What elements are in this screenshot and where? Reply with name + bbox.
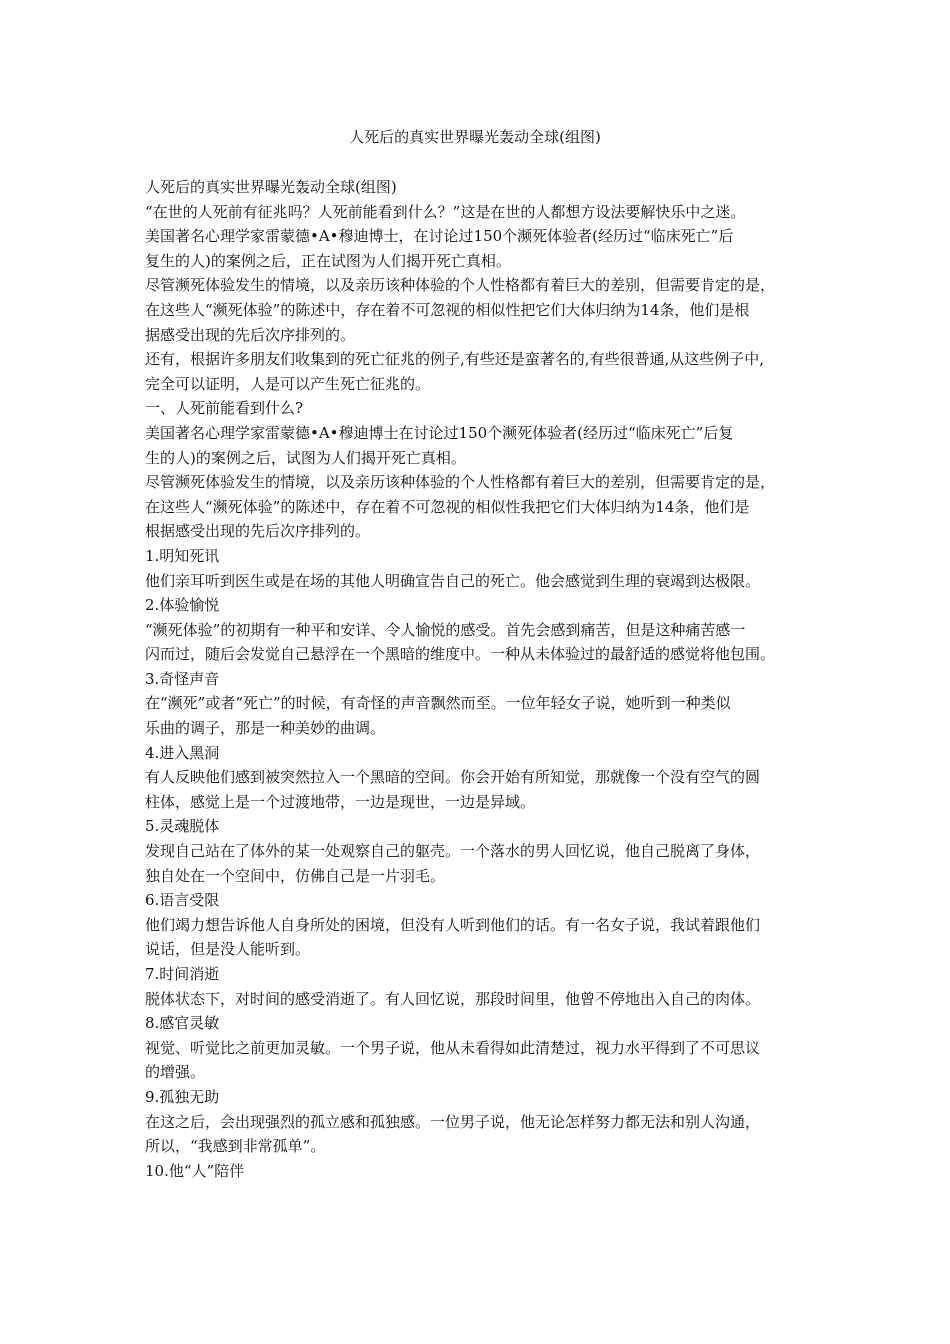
body-line: 生的人)的案例之后，试图为人们揭开死亡真相。 — [145, 448, 466, 467]
body-line: 尽管濒死体验发生的情境，以及亲历该种体验的个人性格都有着巨大的差别，但需要肯定的是， — [145, 276, 776, 295]
item-heading: 2.体验愉悦 — [145, 596, 220, 615]
document-title: 人死后的真实世界曝光轰动全球(组图) — [349, 128, 601, 146]
body-line: 在这些人“濒死体验”的陈述中，存在着不可忽视的相似性把它们大体归纳为14条，他们是根 — [145, 300, 750, 319]
body-line: 乐曲的调子，那是一种美妙的曲调。 — [145, 719, 386, 738]
body-line: 在“濒死”或者“死亡”的时候，有奇怪的声音飘然而至。一位年轻女子说，她听到一种类似 — [145, 694, 731, 713]
item-heading: 5.灵魂脱体 — [145, 817, 220, 836]
body-line: 他们竭力想告诉他人自身所处的困境，但没有人听到他们的话。有一名女子说，我试着跟他们 — [145, 915, 761, 934]
item-heading: 8.感官灵敏 — [145, 1014, 220, 1033]
body-line: 发现自己站在了体外的某一处观察自己的躯壳。一个落水的男人回忆说，他自己脱离了身体， — [145, 842, 761, 861]
item-heading: 10.他“人”陪伴 — [145, 1161, 245, 1180]
body-line: 闪而过，随后会发觉自己悬浮在一个黑暗的维度中。一种从未体验过的最舒适的感觉将他包围。 — [145, 645, 776, 664]
body-line: 视觉、听觉比之前更加灵敏。一个男子说，他从未看得如此清楚过，视力水平得到了不可思议 — [145, 1038, 761, 1057]
body-line: 复生的人)的案例之后，正在试图为人们揭开死亡真相。 — [145, 251, 511, 270]
body-line: 据感受出现的先后次序排列的。 — [145, 325, 356, 344]
body-line: 在这之后，会出现强烈的孤立感和孤独感。一位男子说，他无论怎样努力都无法和别人沟通， — [145, 1112, 761, 1131]
item-heading: 7.时间消逝 — [145, 965, 220, 983]
item-heading: 4.进入黑洞 — [145, 743, 220, 762]
body-line: “濒死体验”的初期有一种平和安详、令人愉悦的感受。首先会感到痛苦，但是这种痛苦感一 — [145, 620, 746, 639]
body-line: 还有，根据许多朋友们收集到的死亡征兆的例子,有些还是蛮著名的,有些很普通,从这些例子中, — [145, 350, 765, 369]
item-heading: 9.孤独无助 — [145, 1087, 220, 1106]
body-line: 人死后的真实世界曝光轰动全球(组图) — [145, 178, 397, 196]
body-line: 柱体，感觉上是一个过渡地带，一边是现世，一边是异域。 — [145, 792, 536, 811]
section-heading: 一、人死前能看到什么? — [145, 399, 304, 418]
body-line: 脱体状态下，对时间的感受消逝了。有人回忆说，那段时间里，他曾不停地出入自己的肉体。 — [145, 989, 761, 1008]
body-line: 的增强。 — [145, 1063, 206, 1082]
item-heading: 6.语言受限 — [145, 891, 220, 910]
item-heading: 1.明知死讯 — [145, 546, 220, 565]
body-line: 独自处在一个空间中，仿佛自己是一片羽毛。 — [145, 866, 446, 885]
body-line: “在世的人死前有征兆吗？人死前能看到什么？”这是在世的人都想方设法要解快乐中之迷。 — [145, 202, 746, 221]
body-line: 他们亲耳听到医生或是在场的其他人明确宣告自己的死亡。他会感觉到生理的衰竭到达极限。 — [145, 571, 761, 590]
body-line: 完全可以证明，人是可以产生死亡征兆的。 — [145, 374, 431, 393]
body-line: 美国著名心理学家雷蒙德•A•穆迪博士，在讨论过150个濒死体验者(经历过“临床死亡”后 — [145, 227, 734, 246]
body-line: 说话，但是没人能听到。 — [145, 940, 311, 959]
body-line: 在这些人“濒死体验”的陈述中，存在着不可忽视的相似性我把它们大体归纳为14条，他们是 — [145, 497, 750, 516]
body-line: 尽管濒死体验发生的情境，以及亲历该种体验的个人性格都有着巨大的差别，但需要肯定的是， — [145, 473, 776, 492]
body-line: 根据感受出现的先后次序排列的。 — [145, 522, 371, 541]
item-heading: 3.奇怪声音 — [145, 669, 220, 688]
body-line: 美国著名心理学家雷蒙德•A•穆迪博士在讨论过150个濒死体验者(经历过“临床死亡”后复 — [145, 423, 734, 442]
document-body — [145, 175, 813, 1183]
body-line: 有人反映他们感到被突然拉入一个黑暗的空间。你会开始有所知觉，那就像一个没有空气的圆 — [145, 768, 761, 787]
body-line: 所以，“我感到非常孤单”。 — [145, 1137, 326, 1156]
